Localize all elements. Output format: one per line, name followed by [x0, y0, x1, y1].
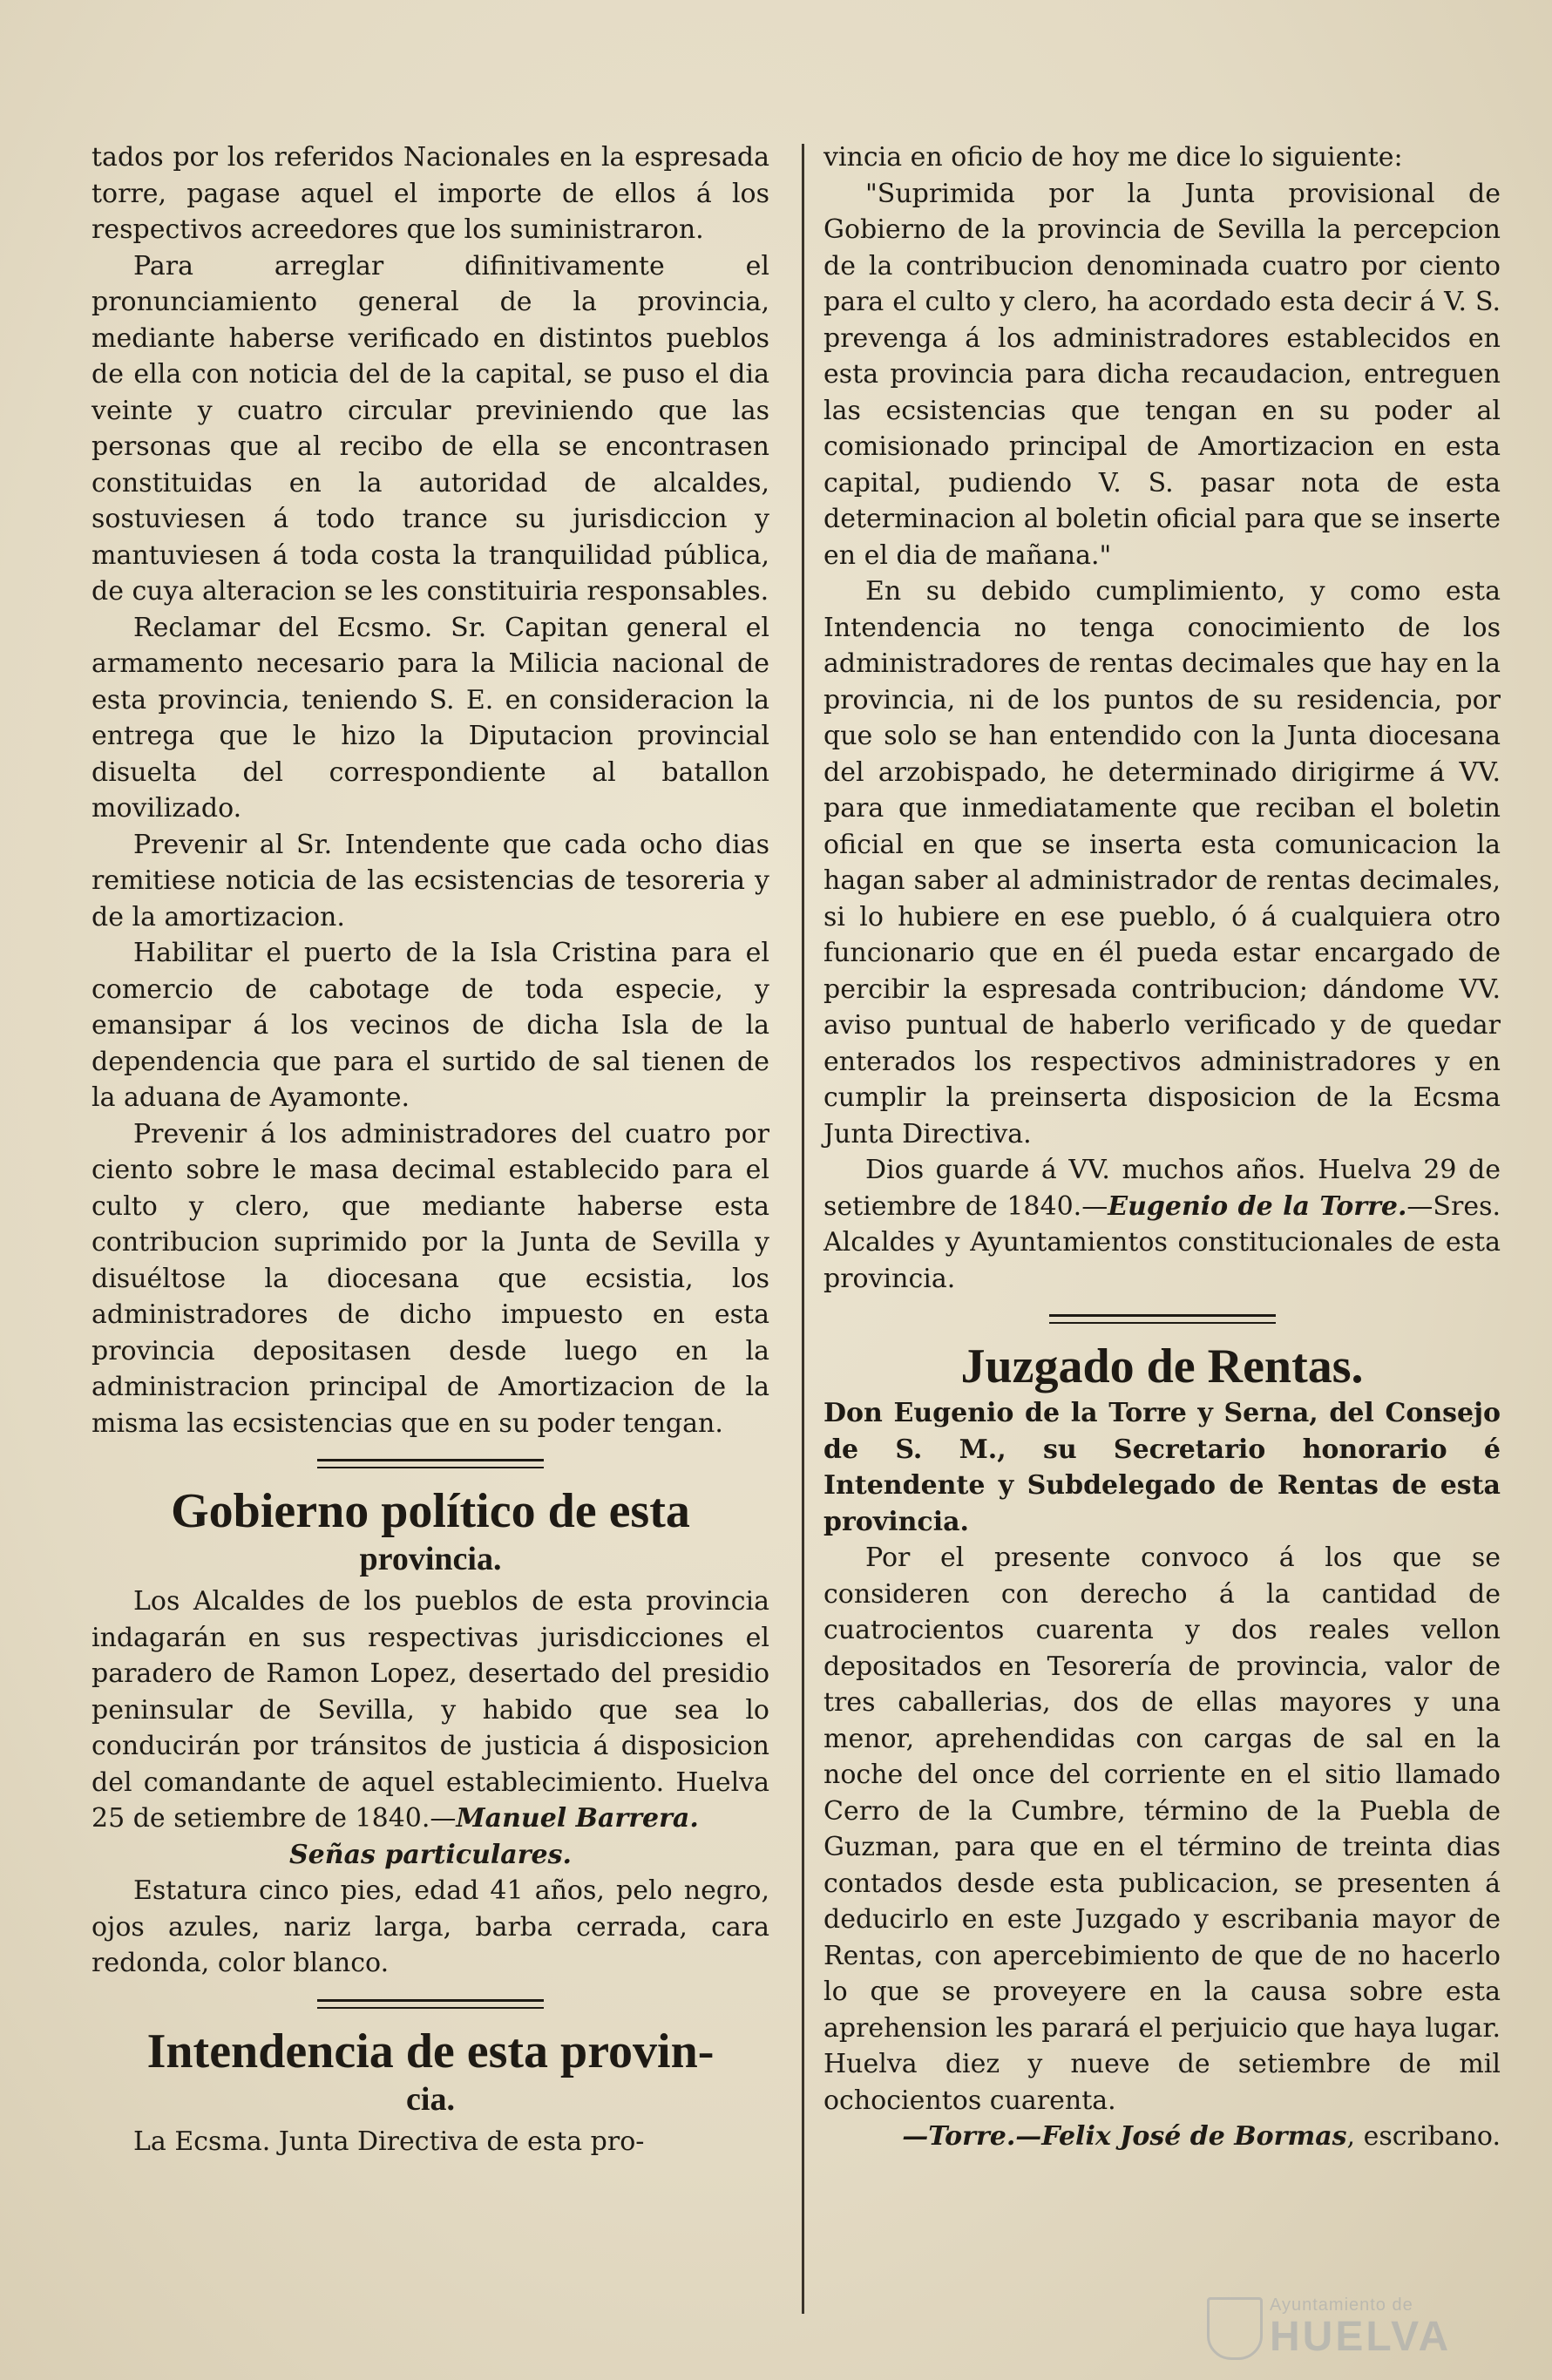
- paragraph: Estatura cinco pies, edad 41 años, pelo negro, ojos azules, nariz larga, barba cerrada, cara redonda, color blanco.: [91, 1875, 769, 1978]
- watermark-top-text: Ayuntamiento de: [1270, 2295, 1413, 2315]
- signature-end: , escribano.: [1346, 2121, 1501, 2152]
- paragraph: [823, 2119, 1501, 2155]
- column-divider: [802, 144, 804, 2314]
- paragraph: tados por los referidos Nacionales en la espresada torre, pagase aquel el importe de ellos á los respectivos acreedores que los suministraron.: [91, 142, 769, 245]
- senas-title: Señas particulares.: [289, 1839, 572, 1870]
- watermark-logo: [1207, 2292, 1494, 2362]
- paragraph: Para arreglar difinitivamente el pronunciamiento general de la provincia, mediante haberse verificado en distintos pueblos de ella con noticia del de la capital, se puso el dia veinte y cuatro circular previniendo que las personas que al recibo de ella se encontrasen constituidas en la autoridad de alcaldes, sostuviesen á todo trance su jurisdiccion y mantuviesen á toda costa la tranquilidad pública, de cuya alteracion se les constituiria responsables.: [91, 250, 769, 607]
- closing-text: Dios guarde á VV. muchos años. Huelva 29 de setiembre de 1840.—: [823, 1155, 1501, 1222]
- section-separator: [1049, 1314, 1276, 1324]
- left-column: [91, 139, 769, 2160]
- notice-text: Los Alcaldes de los pueblos de esta provincia indagarán en sus respectivas jurisdicciones el paradero de Ramon Lopez, desertado del presidio peninsular de Sevilla, y habido que sea lo conducirán por tránsitos de justicia á disposicion del comandante de aquel establecimiento. Huelva 25 de setiembre de 1840.—: [91, 1586, 769, 1834]
- paragraph: Reclamar del Ecsmo. Sr. Capitan general el armamento necesario para la Milicia nacional de esta provincia, teniendo S. E. en consideracion la entrega que le hizo la Diputacion provincial disuelta del correspondiente al batallon movilizado.: [91, 612, 769, 824]
- paragraph: Prevenir al Sr. Intendente que cada ocho dias remitiese noticia de las ecsistencias de tesoreria y de la amortizacion.: [91, 829, 769, 932]
- section-title-juzgado: Juzgado de Rentas.: [960, 1339, 1364, 1393]
- paragraph: La Ecsma. Junta Directiva de esta pro-: [133, 2126, 645, 2157]
- right-column: [823, 139, 1501, 2155]
- paragraph: "Suprimida por la Junta provisional de Gobierno de la provincia de Sevilla la percepcion de la contribucion denominada cuatro por ciento para el culto y clero, ha acordado esta decir á V. S. prevenga á los administradores establecidos en esta provincia para dicha recaudacion, entreguen las ecsistencias que tengan en su poder al comisionado principal de Amortizacion en esta capital, pudiendo V. S. pasar nota de esta determinacion al boletin oficial para que se inserte en el dia de mañana.": [823, 178, 1501, 571]
- section-title-intendencia: Intendencia de esta provin-: [146, 2024, 715, 2078]
- signature: Eugenio de la Torre.: [1108, 1190, 1407, 1222]
- paragraph: En su debido cumplimiento, y como esta Intendencia no tenga conocimiento de los administradores de rentas decimales que hay en la provincia, ni de los puntos de su residencia, por que solo se han entendido con la Junta diocesana del arzobispado, he determinado dirigirme á VV. para que inmediatamente que reciban el boletin oficial en que se inserta esta comunicacion la hagan saber al administrador de rentas decimales, si lo hubiere en ese pueblo, ó á cualquiera otro funcionario que en él pueda estar encargado de percibir la espresada contribucion; dándome VV. aviso puntual de haberlo verificado y de quedar enterados los respectivos administradores y en cumplir la preinserta disposicion de la Ecsma Junta Directiva.: [823, 576, 1501, 1149]
- section-separator: [317, 1999, 544, 2009]
- paragraph: Por el presente convoco á los que se consideren con derecho á la cantidad de cuatrocientos cuarenta y dos reales vellon depositados en Tesorería de provincia, valor de tres caballerias, dos de ellas mayores y una menor, aprehendidas con cargas de sal en la noche del once del corriente en el sitio llamado Cerro de la Cumbre, término de la Puebla de Guzman, para que en el término de treinta dias contados desde esta publicacion, se presenten á deducirlo en este Juzgado y escribania mayor de Rentas, con apercebimiento de que de no hacerlo lo que se proveyere en la causa sobre esta aprehension les parará el perjuicio que haya lugar. Huelva diez y nueve de setiembre de mil ochocientos cuarenta.: [823, 1543, 1501, 2116]
- section-subtitle-gobierno: provincia.: [359, 1541, 502, 1577]
- watermark-main-text: HUELVA: [1270, 2314, 1452, 2360]
- paragraph: [91, 1583, 769, 1837]
- section-title-gobierno: Gobierno político de esta: [171, 1484, 690, 1538]
- signature: Manuel Barrera.: [456, 1803, 699, 1834]
- shield-icon: [1207, 2297, 1263, 2360]
- paragraph: Don Eugenio de la Torre y Serna, del Consejo de S. M., su Secretario honorario é Intendente y Subdelegado de Rentas de esta provincia.: [823, 1398, 1501, 1537]
- paragraph: Habilitar el puerto de la Isla Cristina para el comercio de cabotage de toda especie, y emansipar á los vecinos de dicha Isla de la dependencia que para el surtido de sal tienen de la aduana de Ayamonte.: [91, 938, 769, 1113]
- paragraph: Prevenir á los administradores del cuatro por ciento sobre le masa decimal establecido para el culto y clero, que mediante haberse esta contribucion suprimido por la Junta de Sevilla y disuéltose la diocesana que ecsistia, los administradores de dicho impuesto en esta provincia depositasen desde luego en la administracion principal de Amortizacion de la misma las ecsistencias que en su poder tengan.: [91, 1118, 769, 1439]
- paragraph: [823, 1152, 1501, 1297]
- section-separator: [317, 1459, 544, 1468]
- addressees: —Sres. Alcaldes y Ayuntamientos constitucionales de esta provincia.: [823, 1190, 1501, 1294]
- signature: —Torre.—Felix José de Bormas: [902, 2121, 1347, 2152]
- section-subtitle-intendencia: cia.: [406, 2080, 455, 2118]
- paragraph: vincia en oficio de hoy me dice lo siguiente:: [823, 142, 1403, 173]
